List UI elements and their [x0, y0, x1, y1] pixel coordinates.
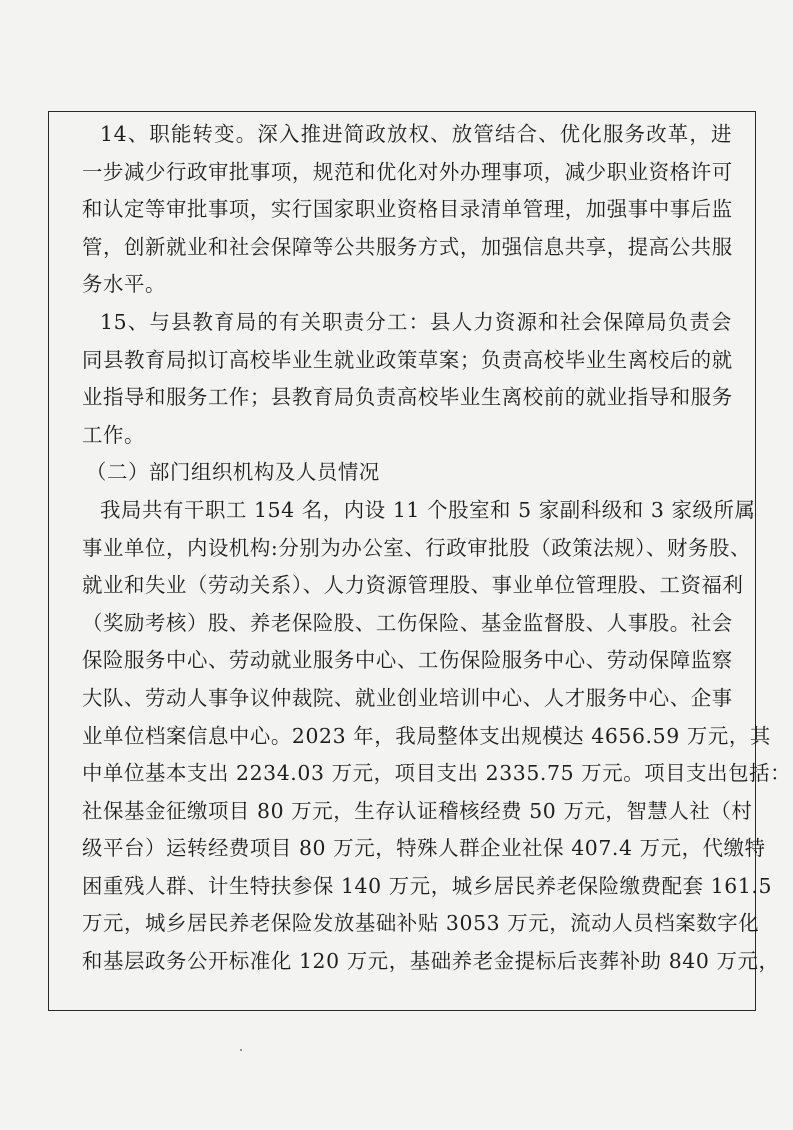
text-line: 中单位基本支出 2234.03 万元，项目支出 2335.75 万元。项目支出包括：: [82, 761, 792, 786]
text-line: （奖励考核）股、养老保险股、工伤保险、基金监督股、人事股。社会: [82, 610, 733, 635]
text-line: 大队、劳动人事争议仲裁院、就业创业培训中心、人才服务中心、企事: [82, 685, 733, 710]
text-line: 业单位档案信息中心。2023 年，我局整体支出规模达 4656.59 万元，其: [82, 723, 771, 748]
paragraph-item-14: [82, 116, 732, 304]
section-2-heading: （二）部门组织机构及人员情况: [86, 460, 380, 485]
paragraph-section-2-body: [82, 492, 792, 981]
text-line: 困重残人群、计生特扶参保 140 万元，城乡居民养老保险缴费配套 161.5: [82, 873, 773, 898]
text-line: 务水平。: [82, 272, 166, 297]
text-line: 我局共有干职工 154 名，内设 11 个股室和 5 家副科级和 3 家级所属: [100, 497, 756, 522]
text-line: 和基层政务公开标准化 120 万元，基础养老金提标后丧葬补助 840 万元，: [82, 949, 780, 974]
paragraph-item-15: [82, 304, 732, 454]
text-line: 社保基金征缴项目 80 万元，生存认证稽核经费 50 万元，智慧人社（村: [82, 798, 753, 823]
document-body: [82, 116, 792, 981]
section-heading: [82, 454, 732, 492]
text-line: 14、职能转变。深入推进简政放权、放管结合、优化服务改革，进: [100, 122, 732, 146]
text-line: 保险服务中心、劳动就业服务中心、工伤保险服务中心、劳动保障监察: [82, 648, 733, 673]
scan-speck: [240, 1049, 242, 1051]
text-line: 和认定等审批事项，实行国家职业资格目录清单管理，加强事中事后监: [82, 197, 733, 222]
text-line: 一步减少行政审批事项，规范和优化对外办理事项，减少职业资格许可: [82, 159, 733, 184]
text-line: 15、与县教育局的有关职责分工：县人力资源和社会保障局负责会: [100, 309, 732, 334]
text-line: 万元，城乡居民养老保险发放基础补贴 3053 万元，流动人员档案数字化: [82, 911, 760, 936]
text-line: 事业单位，内设机构:分别为办公室、行政审批股（政策法规）、财务股、: [82, 535, 751, 560]
text-line: 级平台）运转经费项目 80 万元，特殊人群企业社保 407.4 万元，代缴特: [82, 836, 766, 861]
text-line: 同县教育局拟订高校毕业生就业政策草案；负责高校毕业生离校后的就: [82, 347, 733, 372]
text-line: 业指导和服务工作；县教育局负责高校毕业生离校前的就业指导和服务: [82, 385, 733, 410]
text-line: 就业和失业（劳动关系）、人力资源管理股、事业单位管理股、工资福利: [82, 573, 744, 598]
text-line: 工作。: [82, 422, 145, 447]
text-line: 管，创新就业和社会保障等公共服务方式，加强信息共享，提高公共服: [82, 234, 733, 259]
